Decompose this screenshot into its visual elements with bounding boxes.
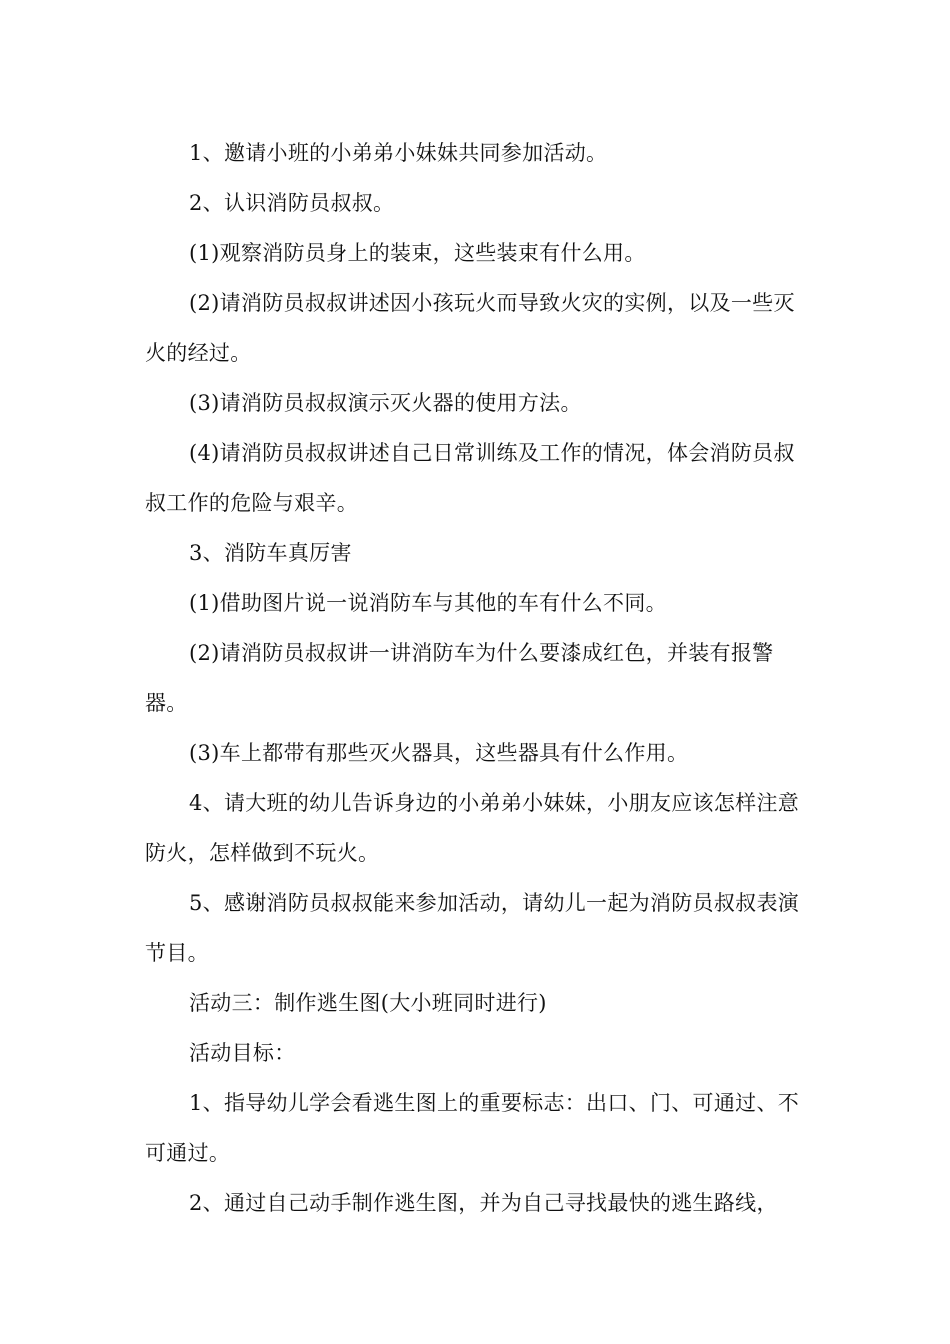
paragraph-truck-equipment: (3)车上都带有那些灭火器具，这些器具有什么作用。: [189, 741, 689, 765]
document-body: [145, 128, 815, 1228]
paragraph-invite-small-class: 1、邀请小班的小弟弟小妹妹共同参加活动。: [189, 141, 608, 165]
paragraph-make-escape-map: 2、通过自己动手制作逃生图，并为自己寻找最快的逃生路线，: [189, 1191, 778, 1215]
paragraph-truck-red-color: (2)请消防员叔叔讲一讲消防车为什么要漆成红色，并装有报警器。: [145, 641, 774, 715]
paragraph-observe-uniform: (1)观察消防员身上的装束，这些装束有什么用。: [189, 241, 646, 265]
paragraph-fire-truck-heading: 3、消防车真厉害: [189, 541, 352, 565]
paragraph-truck-differences: (1)借助图片说一说消防车与其他的车有什么不同。: [189, 591, 667, 615]
paragraph-daily-training: (4)请消防员叔叔讲述自己日常训练及工作的情况，体会消防员叔叔工作的危险与艰辛。: [145, 441, 795, 515]
paragraph-activity-three-title: 活动三：制作逃生图(大小班同时进行): [189, 991, 547, 1015]
paragraph-escape-map-signs: 1、指导幼儿学会看逃生图上的重要标志：出口、门、可通过、不可通过。: [145, 1091, 800, 1165]
paragraph-activity-goals-label: 活动目标：: [189, 1041, 296, 1065]
paragraph-extinguisher-demo: (3)请消防员叔叔演示灭火器的使用方法。: [189, 391, 582, 415]
paragraph-fire-prevention-talk: 4、请大班的幼儿告诉身边的小弟弟小妹妹，小朋友应该怎样注意防火，怎样做到不玩火。: [145, 791, 800, 865]
paragraph-fire-examples: (2)请消防员叔叔讲述因小孩玩火而导致火灾的实例，以及一些灭火的经过。: [145, 291, 795, 365]
paragraph-meet-firefighters: 2、认识消防员叔叔。: [189, 191, 395, 215]
paragraph-thank-firefighters: 5、感谢消防员叔叔能来参加活动，请幼儿一起为消防员叔叔表演节目。: [145, 891, 800, 965]
